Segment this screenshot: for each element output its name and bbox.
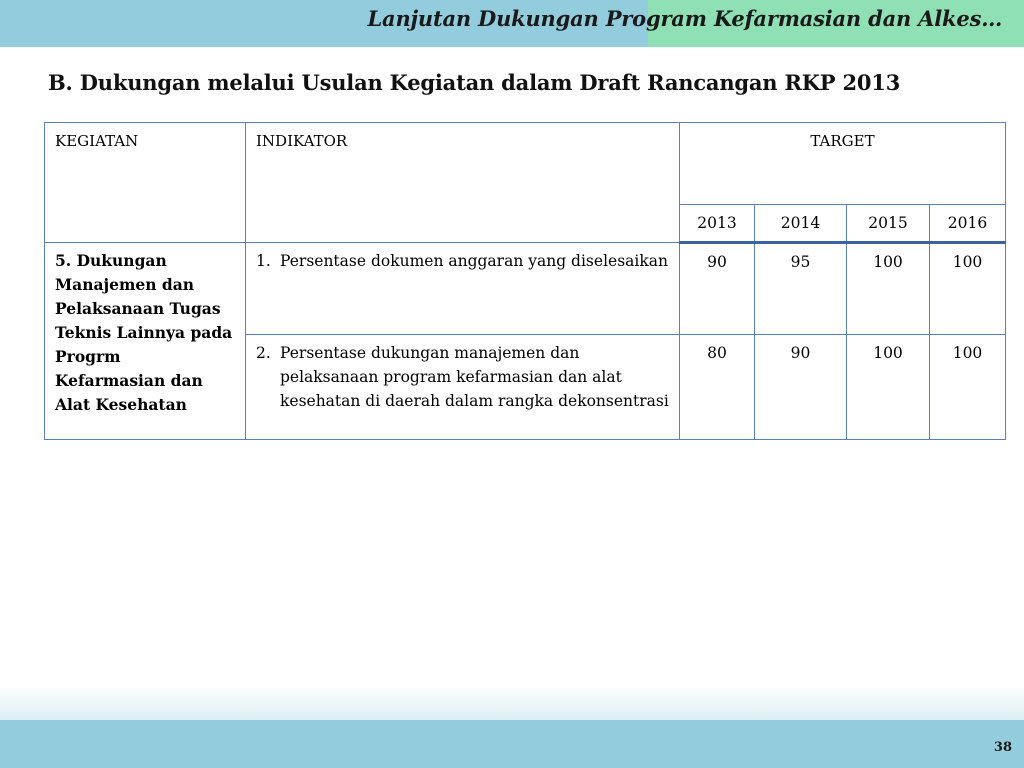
indikator-cell bbox=[246, 243, 680, 335]
table-header-row bbox=[45, 123, 1006, 205]
target-value: 100 bbox=[847, 335, 930, 440]
indikator-cell bbox=[246, 335, 680, 440]
target-value: 80 bbox=[680, 335, 755, 440]
header-indikator: INDIKATOR bbox=[246, 123, 680, 243]
target-value: 95 bbox=[755, 243, 847, 335]
page-number: 38 bbox=[993, 740, 1012, 755]
indikator-number: 1. bbox=[256, 252, 271, 270]
header-target: TARGET bbox=[680, 123, 1006, 205]
target-value: 90 bbox=[680, 243, 755, 335]
header-year-2015: 2015 bbox=[847, 205, 930, 243]
indikator-text: Persentase dukungan manajemen dan pelaksanaan program kefarmasian dan alat kesehatan di daerah dalam rangka dekonsentrasi bbox=[280, 344, 669, 410]
footer-bar bbox=[0, 720, 1024, 768]
table-row bbox=[45, 243, 1006, 335]
target-value: 100 bbox=[930, 243, 1006, 335]
header-kegiatan: KEGIATAN bbox=[45, 123, 246, 243]
header-year-2016: 2016 bbox=[930, 205, 1006, 243]
target-value: 100 bbox=[847, 243, 930, 335]
header-year-2014: 2014 bbox=[755, 205, 847, 243]
footer-gradient bbox=[0, 686, 1024, 720]
indikator-text: Persentase dokumen anggaran yang diselesaikan bbox=[280, 252, 668, 270]
kegiatan-cell: 5. Dukungan Manajemen dan Pelaksanaan Tugas Teknis Lainnya pada Progrm Kefarmasian dan Alat Kesehatan bbox=[45, 243, 246, 440]
section-title: B. Dukungan melalui Usulan Kegiatan dalam Draft Rancangan RKP 2013 bbox=[48, 70, 901, 95]
slide-header-title: Lanjutan Dukungan Program Kefarmasian dan Alkes… bbox=[367, 6, 1002, 31]
header-year-2013: 2013 bbox=[680, 205, 755, 243]
indikator-number: 2. bbox=[256, 344, 271, 362]
target-table bbox=[44, 122, 1006, 440]
target-value: 90 bbox=[755, 335, 847, 440]
target-value: 100 bbox=[930, 335, 1006, 440]
